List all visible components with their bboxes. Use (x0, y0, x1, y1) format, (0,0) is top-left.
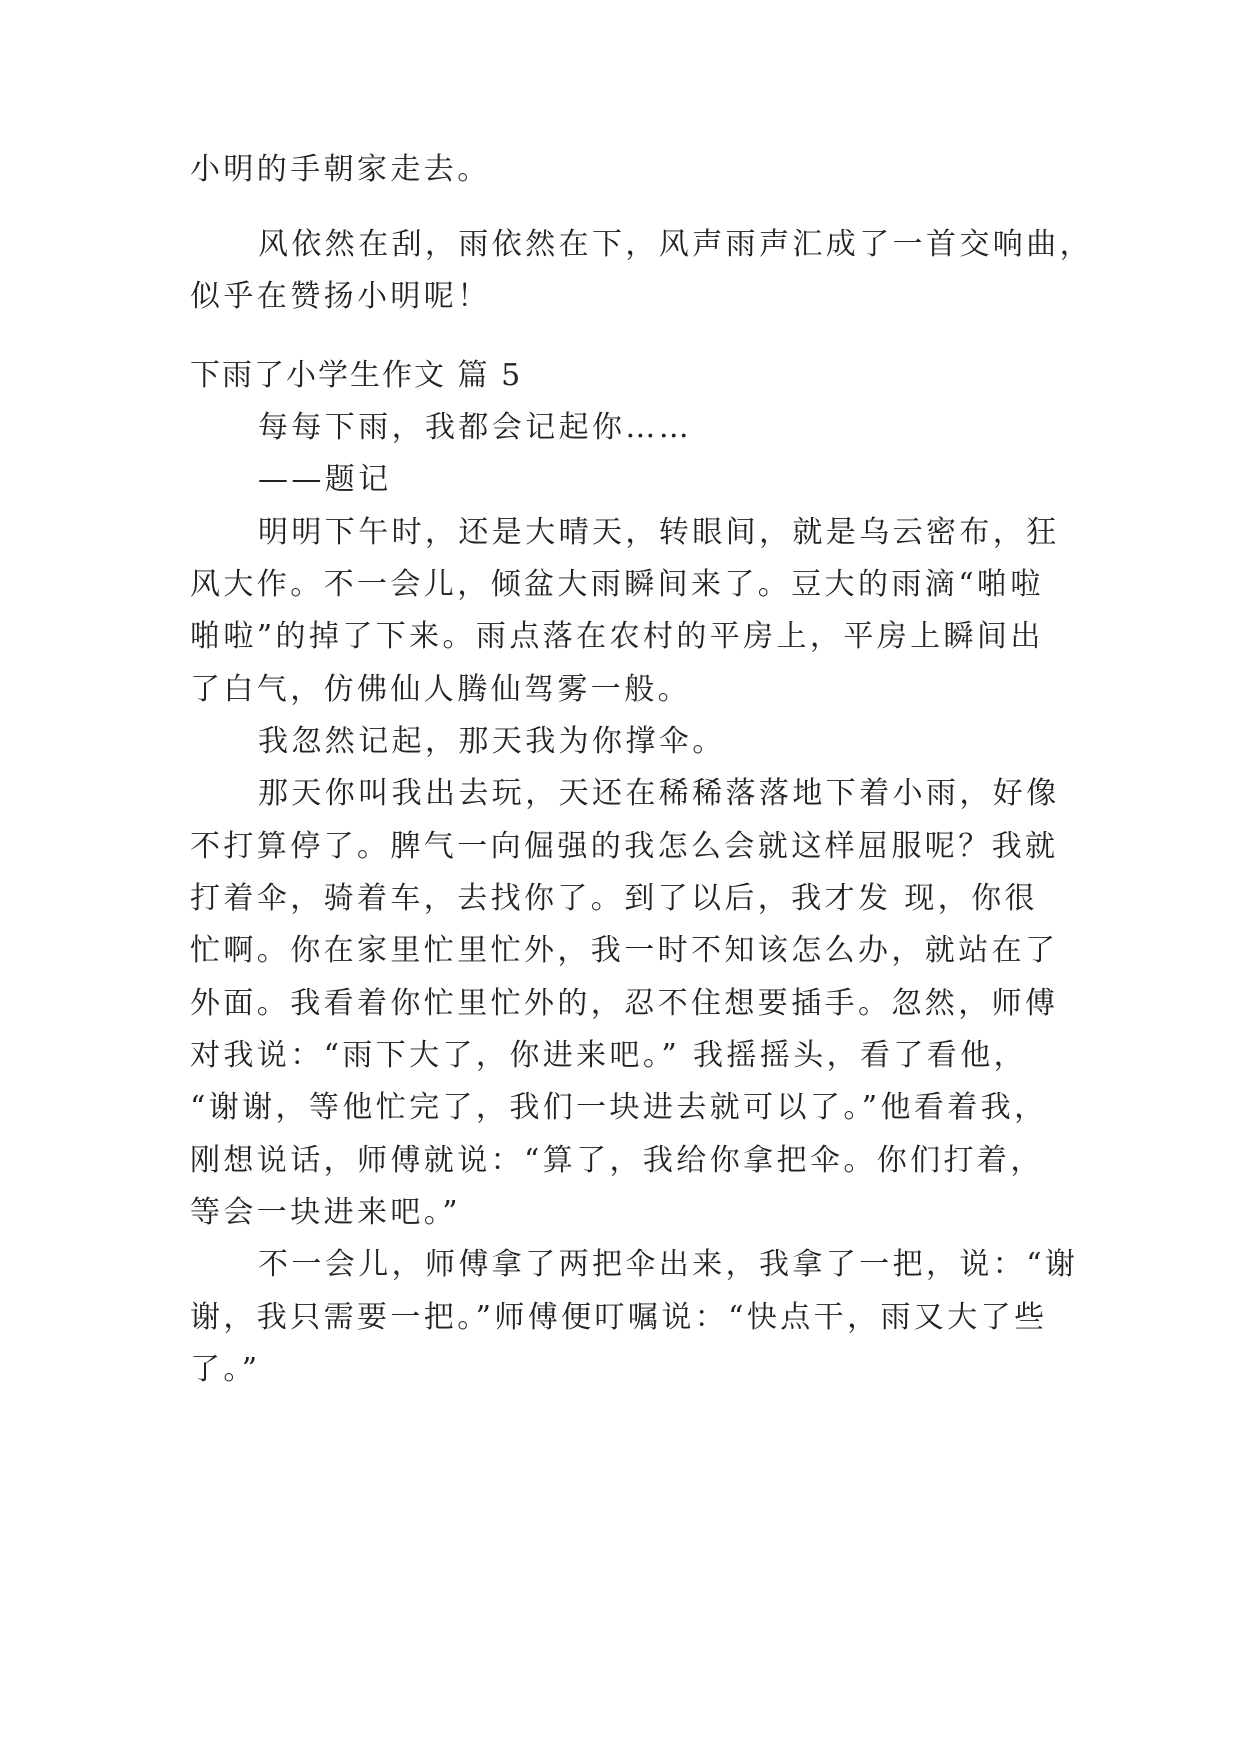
paragraph-line: 我忽然记起，那天我为你撑伞。 (258, 724, 726, 759)
paragraph-line: 忙啊。你在家里忙里忙外，我一时不知该怎么办，就站在了 (190, 933, 1059, 968)
paragraph-line: 外面。我看着你忙里忙外的，忍不住想要插手。忽然，师傅 (190, 986, 1059, 1021)
paragraph-line: 风大作。不一会儿，倾盆大雨瞬间来了。豆大的雨滴“啪啦 (190, 567, 1044, 602)
paragraph-line: 等会一块进来吧。” (190, 1195, 461, 1230)
paragraph-line: 对我说：“雨下大了，你进来吧。” 我摇摇头，看了看他， (190, 1038, 1028, 1073)
paragraph-line: 啪啦”的掉了下来。雨点落在农村的平房上，平房上瞬间出 (190, 619, 1044, 654)
paragraph-line: 似乎在赞扬小明呢！ (190, 279, 491, 314)
paragraph-line: 风依然在刮，雨依然在下，风声雨声汇成了一首交响曲， (258, 227, 1093, 262)
paragraph-line: 每每下雨，我都会记起你…… (258, 410, 693, 445)
paragraph-line: 谢，我只需要一把。”师傅便叮嘱说：“快点干，雨又大了些 (190, 1300, 1048, 1335)
paragraph-line: ——题记 (258, 462, 392, 497)
paragraph-line: 明明下午时，还是大晴天，转眼间，就是乌云密布，狂 (258, 515, 1060, 550)
section-heading: 下雨了小学生作文 篇 5 (190, 358, 523, 393)
paragraph-line: 刚想说话，师傅就说：“算了，我给你拿把伞。你们打着， (190, 1143, 1044, 1178)
paragraph-line: 打着伞，骑着车，去找你了。到了以后，我才发 现，你很 (190, 881, 1038, 916)
paragraph-line: 不一会儿，师傅拿了两把伞出来，我拿了一把，说：“谢 (258, 1247, 1079, 1282)
paragraph-line: 了。” (190, 1352, 261, 1387)
paragraph-line: “谢谢，等他忙完了，我们一块进去就可以了。”他看着我， (190, 1090, 1048, 1125)
paragraph-line: 了白气，仿佛仙人腾仙驾雾一般。 (190, 672, 691, 707)
paragraph-line: 那天你叫我出去玩，天还在稀稀落落地下着小雨，好像 (258, 776, 1060, 811)
paragraph-line: 小明的手朝家走去。 (190, 152, 491, 187)
paragraph-line: 不打算停了。脾气一向倔强的我怎么会就这样屈服呢？我就 (190, 829, 1059, 864)
